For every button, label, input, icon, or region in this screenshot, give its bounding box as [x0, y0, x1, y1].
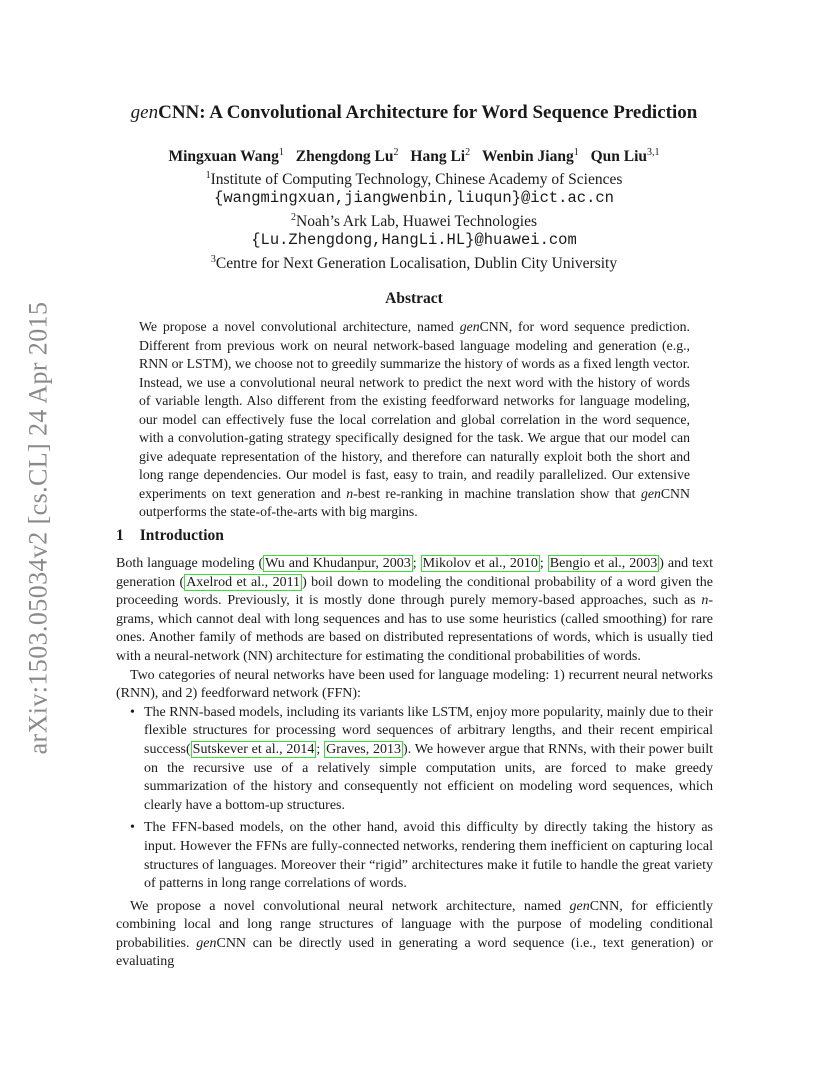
paragraph: Two categories of neural networks have been used for language modeling: 1) recurrent neural networks (RNN), and 2) feedforward network (FFN):: [116, 667, 713, 702]
bullet-mark: •: [130, 820, 135, 836]
author-block: [0, 143, 828, 274]
title-rest: CNN: A Convolutional Architecture for Word Sequence Prediction: [158, 102, 698, 123]
citation-link[interactable]: Bengio et al., 2003: [549, 556, 658, 571]
author: Wenbin Jiang$^1$: [481, 147, 579, 166]
arxiv-watermark: [18, 288, 58, 768]
author-list: [0, 143, 828, 166]
citation-link[interactable]: Wu and Khudanpur, 2003: [265, 556, 411, 571]
list-item: • The RNN-based models, including its variants like LSTM, enjoy more popularity, mainly due to their flexible structures for processing word sequences of arbitrary lengths, and their recent empirical success( Sutskever et al., 2014 ; Graves, 2013 ). We however argue that RNNs, with their power built on the recursive use of a relatively simple computation units, are forced to make greedy summarization of the history and consequently not efficient on modeling word sequences, which clearly have a bottom-up structures.: [130, 704, 714, 813]
citation-link[interactable]: Axelrod et al., 2011: [186, 574, 301, 590]
arxiv-id: arXiv:1503.05034v2 [cs.CL] 24 Apr 2015: [23, 301, 53, 755]
title-gen: gen: [130, 102, 159, 123]
email-2: {Lu.Zhengdong,HangLi.HL}@huawei.com: [251, 231, 577, 250]
author: Zhengdong Lu$^2$: [295, 147, 399, 166]
list-item: • The FFN-based models, on the other hand, avoid this difficulty by directly taking the history as input. However the FFNs are fully-connected networks, rendering them inefficient on capturing local structures of languages. Moreover their “rigid” architectures make it futile to handle the great variety of patterns in long range correlations of words.: [130, 820, 713, 892]
email-1: {wangmingxuan,jiangwenbin,liuqun}@ict.ac.cn: [214, 189, 614, 208]
abstract-text: We propose a novel convolutional architecture, named genCNN, for word sequence prediction. Different from previous work on neural network-based language modeling and generation (e.g., RNN or LSTM), we choose not to greedily summarize the history of words as a fixed length vector. Instead, we use a convolutional neural network to predict the next word with the history of words of variable length. Also different from the existing feedforward networks for language modeling, our model can effectively fuse the local correlation and global correlation in the word sequence, with a convolution-gating strategy specifically designed for the task. We argue that our model can give adequate representation of the history, and therefore can naturally exploit both the short and long range dependencies. Our model is fast, easy to train, and readily parallelized. Our extensive experiments on text generation and n-best re-ranking in machine translation show that genCNN outperforms the state-of-the-arts with big margins.: [139, 319, 690, 519]
author: Mingxuan Wang$^1$: [168, 147, 284, 166]
author: Hang Li$^2$: [410, 147, 471, 166]
affiliation-2: $^2$Noah’s Ark Lab, Huawei Technologies: [291, 212, 537, 231]
affiliation-3: $^3$Centre for Next Generation Localisation, Dublin City University: [210, 254, 618, 273]
bullet-list: [116, 704, 713, 894]
affiliation-1: $^1$Institute of Computing Technology, Chinese Academy of Sciences: [205, 170, 623, 189]
paragraph: Both language modeling ( Wu and Khudanpur, 2003 ; Mikolov et al., 2010 ; Bengio et al., 2003 ) and text generation ( Axelrod et al., 2011 ) boil down to modeling the conditional probability of a word given the proceeding words. Previously, it is mostly done through purely memory-based approaches, such as n-grams, which cannot deal with long sequences and has to use some heuristics (called smoothing) for rare ones. Another family of methods are based on distributed representations of words, which is usually tied with a neural-network (NN) architecture for estimating the conditional probabilities of words.: [116, 556, 714, 664]
introduction-body: [116, 555, 713, 972]
citation-link[interactable]: Mikolov et al., 2010: [422, 556, 538, 571]
abstract-heading: Abstract: [385, 290, 443, 307]
citation-link[interactable]: Sutskever et al., 2014: [192, 741, 315, 757]
paper-title: [0, 102, 828, 124]
bullet-mark: •: [130, 704, 135, 720]
paragraph: We propose a novel convolutional neural network architecture, named genCNN, for efficiently combining local and long range structures of language with the purpose of modeling conditional probabilities. genCNN can be directly used in generating a word sequence (i.e., text generation) or evaluating: [116, 898, 714, 970]
author: Qun Liu$^{3,1}$: [590, 147, 660, 166]
citation-link[interactable]: Graves, 2013: [326, 741, 402, 757]
section-heading: 1 Introduction: [116, 527, 224, 544]
